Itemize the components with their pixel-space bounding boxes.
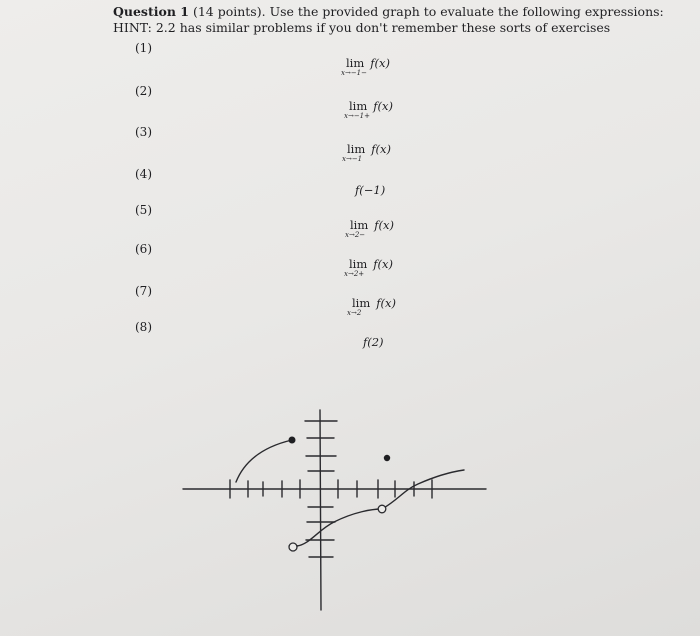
- filled-point-isolated: [384, 455, 390, 461]
- exercise-number-6: (6): [135, 242, 152, 256]
- exercise-number-1: (1): [135, 41, 152, 55]
- curve-left: [236, 440, 292, 482]
- exercise-number-4: (4): [135, 167, 152, 181]
- lim-subscript: x→2: [347, 309, 362, 317]
- curve-middle: [297, 509, 382, 546]
- function-expression: f(x): [371, 142, 391, 156]
- y-axis: [320, 410, 321, 610]
- function-expression: f(x): [374, 218, 394, 232]
- exercise-number-3: (3): [135, 125, 152, 139]
- lim-subscript: x→2−: [345, 231, 366, 239]
- lim-operator: lim x→2−: [345, 218, 369, 239]
- function-expression: f(−1): [355, 183, 386, 197]
- question-label: Question 1: [113, 4, 189, 19]
- filled-point: [289, 437, 296, 444]
- exercise-number-5: (5): [135, 203, 152, 217]
- lim-subscript: x→−1: [342, 155, 363, 163]
- function-expression: f(2): [363, 335, 384, 349]
- lim-operator: lim x→−1+: [344, 99, 370, 120]
- question-text: Use the provided graph to evaluate the following expressions:: [269, 4, 664, 19]
- lim-operator: lim x→−1: [342, 142, 366, 163]
- function-expression: f(x): [370, 56, 390, 70]
- lim-subscript: x→2+: [344, 270, 365, 278]
- lim-operator: lim x→2+: [344, 257, 368, 278]
- lim-subscript: x→−1+: [344, 112, 370, 120]
- exercise-number-2: (2): [135, 84, 152, 98]
- lim-subscript: x→−1−: [341, 69, 367, 77]
- open-point: [289, 543, 297, 551]
- function-expression: f(x): [373, 257, 393, 271]
- lim-operator: lim x→−1−: [341, 56, 367, 77]
- lim-operator: lim x→2: [347, 296, 371, 317]
- exercise-number-7: (7): [135, 284, 152, 298]
- question-hint: HINT: 2.2 has similar problems if you don't remember these sorts of exercises: [113, 20, 611, 35]
- open-point-hole: [378, 505, 386, 513]
- exercise-number-8: (8): [135, 320, 152, 334]
- question-points: (14 points).: [192, 4, 266, 19]
- function-expression: f(x): [376, 296, 396, 310]
- function-expression: f(x): [373, 99, 393, 113]
